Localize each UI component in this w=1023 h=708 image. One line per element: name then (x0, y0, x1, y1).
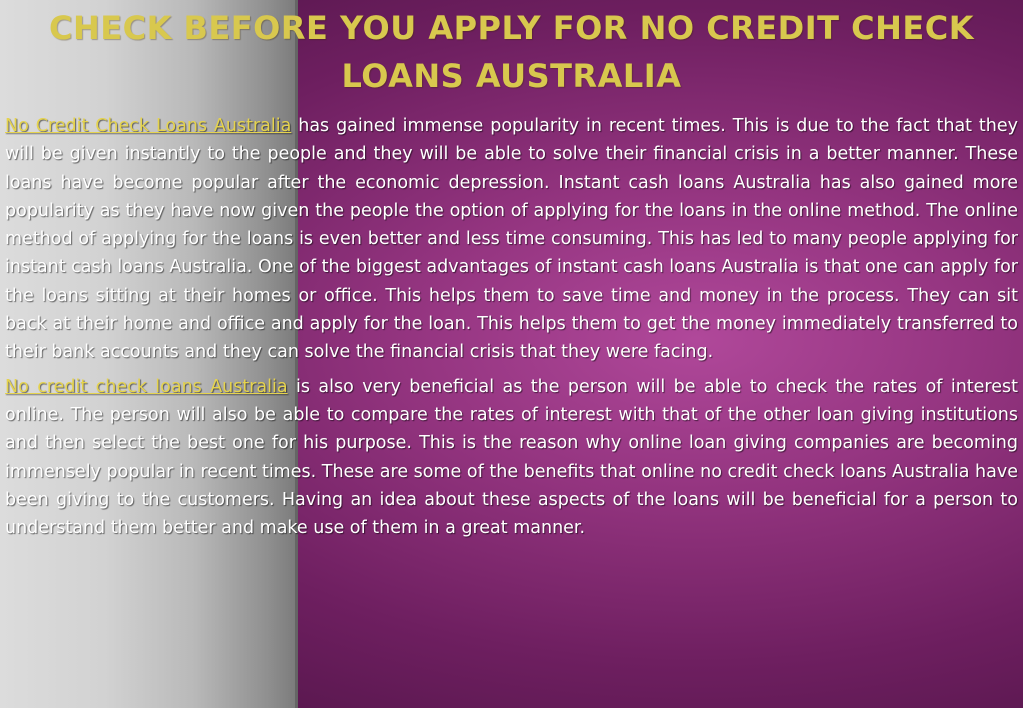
no-credit-check-loans-link-2[interactable]: No credit check loans Australia (5, 376, 288, 397)
article-body (5, 112, 1018, 548)
paragraph-2 (5, 373, 1018, 543)
paragraph-1-text: has gained immense popularity in recent times. This is due to the fact that they will be given instantly to the people and they will be able to solve their financial crisis in a better manner. These loans have become popular after the economic depression. Instant cash loans Australia has also gained more popularity as they have now given the people the option of applying for the loans in the online method. The online method of applying for the loans is even better and less time consuming. This has led to many people applying for instant cash loans Australia. One of the biggest advantages of instant cash loans Australia is that one can apply for the loans sitting at their homes or office. This helps them to save time and money in the process. They can sit back at their home and office and apply for the loan. This helps them to get the money immediately transferred to their bank accounts and they can solve the financial crisis that they were facing. (5, 116, 1019, 363)
no-credit-check-loans-link-1[interactable]: No Credit Check Loans Australia (5, 116, 292, 136)
paragraph-2-text: is also very beneficial as the person will be able to check the rates of interest online. The person will also be able to compare the rates of interest with that of the other loan giving institutions and then select the best one for his purpose. This is the reason why online loan giving companies are becoming immensely popular in recent times. These are some of the benefits that online no credit check loans Australia have been giving to the customers. Having an idea about these aspects of the loans will be beneficial for a person to understand them better and make use of them in a great manner. (5, 376, 1018, 539)
page-title: CHECK BEFORE YOU APPLY FOR NO CREDIT CHECK LOANS AUSTRALIA (48, 9, 975, 95)
paragraph-1 (5, 112, 1018, 367)
